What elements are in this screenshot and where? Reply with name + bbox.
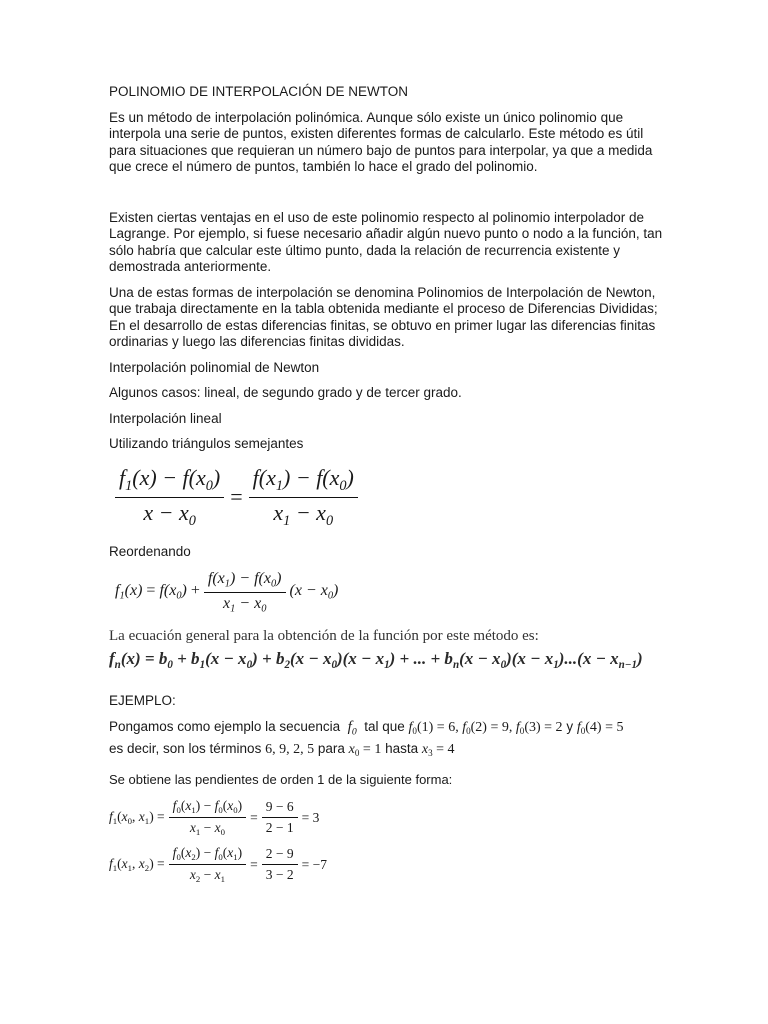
intro-paragraph: Es un método de interpolación polinómica. Aunque sólo existe un único polinomio que interpola una serie de puntos, existen diferentes formas de calcularlo. Este método es útil para situaciones que requieran un número bajo de puntos para interpolar, ya que a medida que crece el número de puntos, también lo hace el grado del polinomio.	[109, 109, 653, 174]
slopes-line: Se obtiene las pendientes de orden 1 de la siguiente forma:	[109, 771, 453, 787]
general-equation: $f_n(x) = b_0 + b_1(x - x_0) + b_2(x - x_0)(x - x_1)$ + ... + $b_n(x - x_0)(x - x_1)...(x - x_{n-1})$	[109, 648, 643, 671]
forms-paragraph: Una de estas formas de interpolación se denomina Polinomios de Interpolación de Newton, que trabaja directamente en la tabla obtenida mediante el proceso de Diferencias Divididas; En el desarrollo de estas diferencias finitas, se obtuvo en primer lugar las diferencias finitas ordinarias y luego las diferencias finitas divididas.	[109, 284, 658, 349]
f0-symbol: $f_0$	[343, 719, 357, 738]
terms-values: 6, 9, 2, 5	[265, 742, 315, 758]
example-line-1: Pongamos como ejemplo la secuencia $f_0$ tal que $f_0(1) = 6$, $f_0(2) = 9$, $f_0(3) = 2$ y $f_0(4) = 5$	[109, 719, 624, 738]
sequence-values: $f_0(1) = 6$, $f_0(2) = 9$, $f_0(3) = 2$	[408, 720, 563, 737]
reorder-line: Reordenando	[109, 543, 191, 559]
x3-eq: $x_3 = 4$	[421, 742, 455, 759]
x0-eq: $x_0 = 1$	[348, 742, 382, 759]
cases-line: Algunos casos: lineal, de segundo grado y de tercer grado.	[109, 385, 462, 400]
document-page	[109, 84, 669, 884]
example-line-2: es decir, son los términos 6, 9, 2, 5 para $x_0 = 1$ hasta $x_3 = 4$	[109, 741, 455, 759]
linear-heading: Interpolación lineal	[109, 410, 222, 426]
slope-equation-2: $f_1(x_1$, $x_2$) = $\frac{f_0(x_2) - f_0(x_1)}{x_2 - x_1}$ = $\frac{2 - 9}{3 - 2}$ = −7	[109, 845, 327, 885]
similar-triangles-line: Utilizando triángulos semejantes	[109, 436, 304, 451]
example-heading: EJEMPLO:	[109, 692, 176, 708]
reordered-equation: $f_1(x) = f(x_0)$ + $\frac{f(x_1) - f(x_0)}{x_1 - x_0}$ $(x - x_0)$	[115, 570, 339, 615]
similar-triangles-equation: $\frac{f_1(x) - f(x_0)}{x - x_0}$ = $\frac{f(x_1) - f(x_0)}{x_1 - x_0}$	[115, 465, 669, 530]
advantages-paragraph: Existen ciertas ventajas en el uso de este polinomio respecto al polinomio interpolador de Lagrange. Por ejemplo, si fuese necesario añadir algún nuevo punto o nodo a la función, tan sólo habría que calcular este último punto, dada la relación de recurrencia existente y demostrada anteriormente.	[109, 209, 663, 274]
slope-equation-1: $f_1(x_0$, $x_1$) = $\frac{f_0(x_1) - f_0(x_0)}{x_1 - x_0}$ = $\frac{9 - 6}{2 - 1}$ = 3	[109, 798, 320, 838]
document-title: POLINOMIO DE INTERPOLACIÓN DE NEWTON	[109, 84, 409, 99]
general-equation-text: La ecuación general para la obtención de la función por este método es:	[109, 628, 539, 645]
newton-heading: Interpolación polinomial de Newton	[109, 359, 320, 375]
sequence-last-value: $f_0(4) = 5$	[576, 720, 624, 737]
